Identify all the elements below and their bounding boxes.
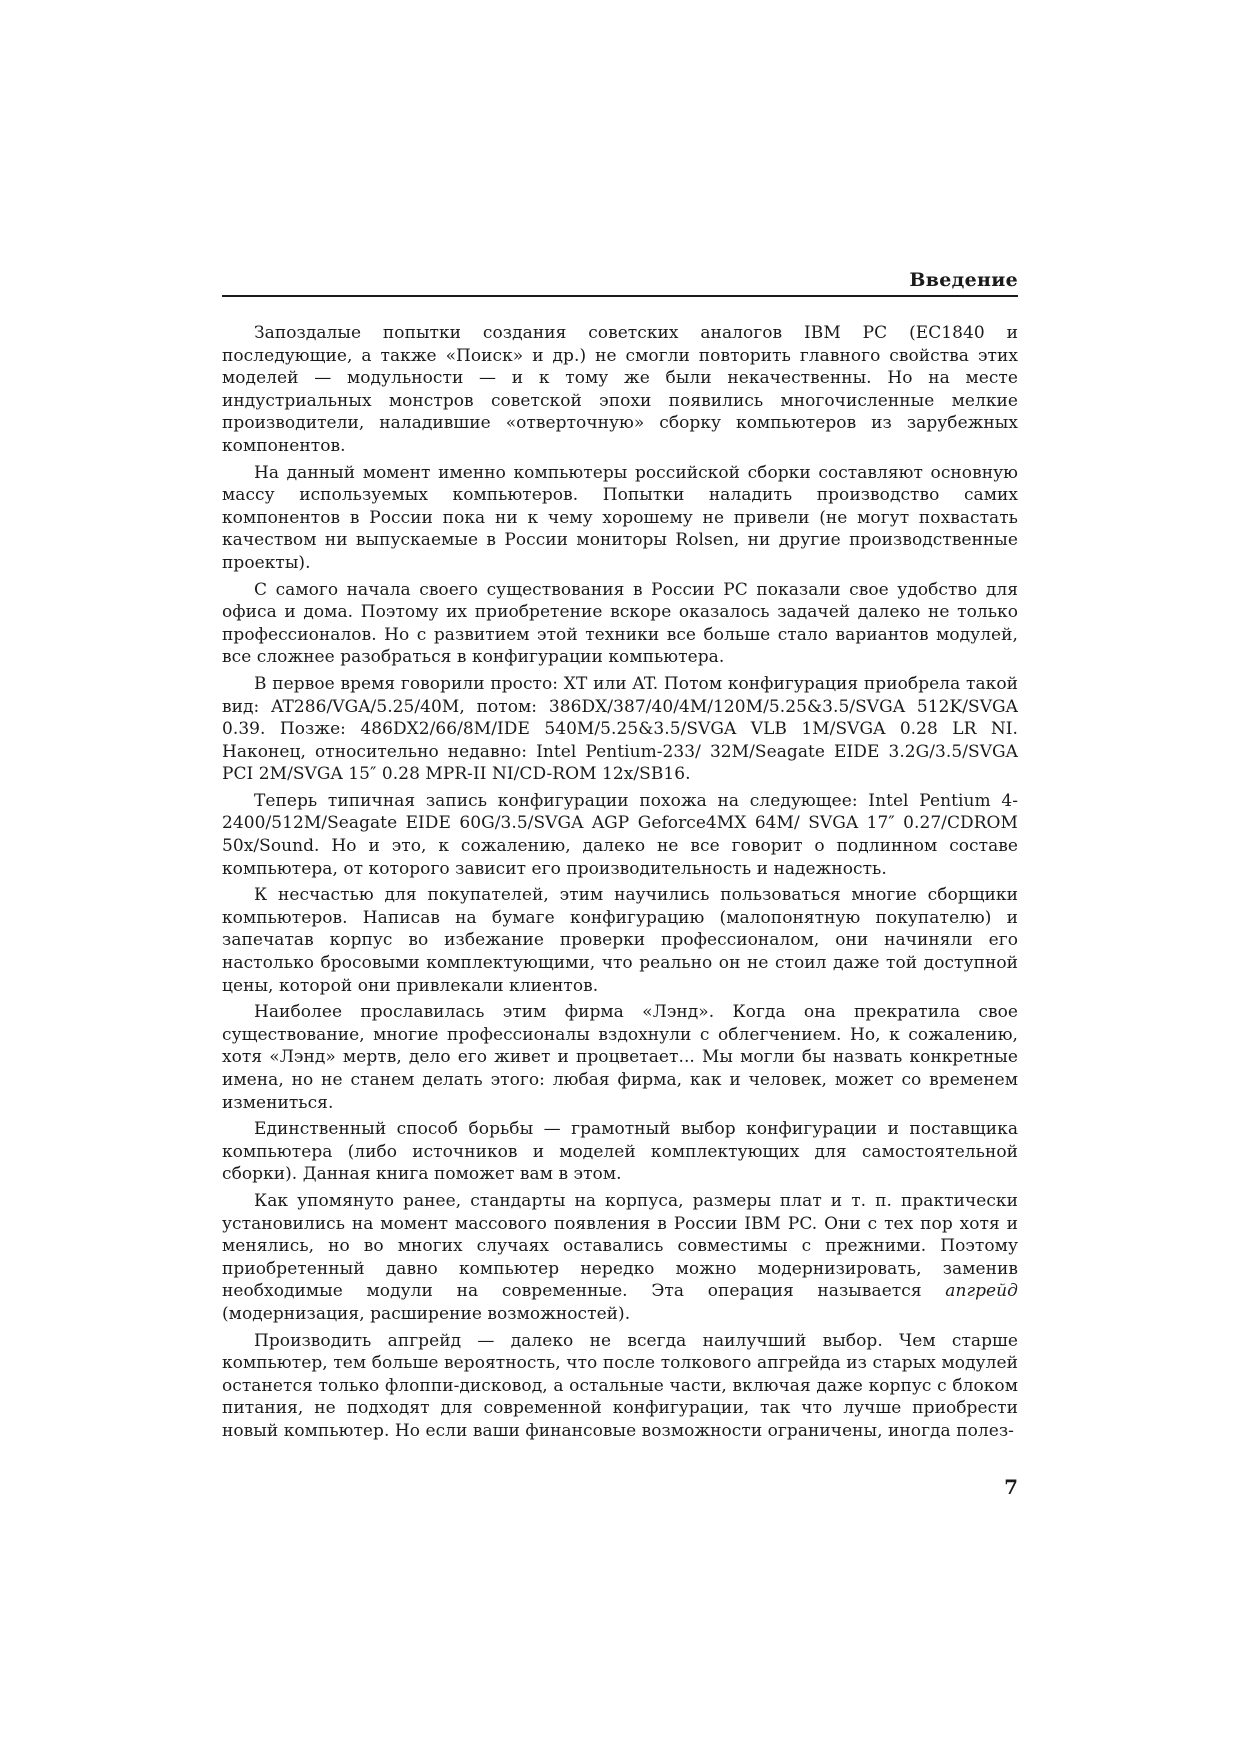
body-text: [222, 322, 1018, 1447]
paragraph-upgrade: [222, 1190, 1018, 1326]
running-head-title: Введение: [909, 269, 1018, 291]
paragraph: В первое время говорили просто: XT или AT. Потом конфигурация приобрела такой вид: AT286/VGA/5.25/40M, потом: 386DX/387/40/4M/120M/5.25&3.5/SVGA 512K/SVGA 0.39. Позже: 486DX2/66/8M/IDE 540M/5.25&3.5/SVGA VLB 1M/SVGA 0.28 LR NI. Наконец, относительно недавно: Intel Pentium-233/ 32M/Seagate EIDE 3.2G/3.5/SVGA PCI 2M/SVGA 15″ 0.28 MPR-II NI/CD-ROM 12x/SB16.: [222, 673, 1018, 785]
paragraph: Наиболее прославилась этим фирма «Лэнд». Когда она прекратила свое существование, многие профессионалы вздохнули с облегчением. Но, к сожалению, хотя «Лэнд» мертв, дело его живет и процветает... Мы могли бы назвать конкретные имена, но не станем делать этого: любая фирма, как и человек, может со временем измениться.: [222, 1002, 1018, 1113]
paragraph-upgrade-after: (модернизация, расширение возможностей).: [222, 1303, 631, 1324]
paragraph: Единственный способ борьбы — грамотный выбор конфигурации и поставщика компьютера (либо источников и моделей комплектующих для самостоятельной сборки). Данная книга поможет вам в этом.: [222, 1119, 1018, 1185]
paragraph: Запоздалые попытки создания советских аналогов IBM PC (ЕС1840 и последующие, а также «Поиск» и др.) не смогли повторить главного свойства этих моделей — модульности — и к тому же были некачественны. Но на месте индустриальных монстров советской эпохи появились многочисленные мелкие производители, наладившие «отверточную» сборку компьютеров из зарубежных компонентов.: [222, 323, 1018, 456]
page-number: 7: [1004, 1475, 1018, 1499]
paragraph: С самого начала своего существования в России PC показали свое удобство для офиса и дома. Поэтому их приобретение вскоре оказалось задачей далеко не только профессионалов. Но с развитием этой техники все больше стало вариантов модулей, все сложнее разобраться в конфигурации компьютера.: [222, 579, 1018, 668]
paragraph: Производить апгрейд — далеко не всегда наилучший выбор. Чем старше компьютер, тем больше вероятность, что после толкового апгрейда из старых модулей останется только флоппи-дисковод, а остальные части, включая даже корпус с блоком питания, не подходят для современной конфигурации, так что лучше приобрести новый компьютер. Но если ваши финансовые возможности ограничены, иногда полез-: [222, 1330, 1018, 1441]
running-head: [222, 265, 1018, 297]
paragraph: Теперь типичная запись конфигурации похожа на следующее: Intel Pentium 4-2400/512M/Seagate EIDE 60G/3.5/SVGA AGP Geforce4MX 64M/ SVGA 17″ 0.27/CDROM 50x/Sound. Но и это, к сожалению, далеко не все говорит о подлинном составе компьютера, от которого зависит его производительность и надежность.: [222, 790, 1018, 879]
paragraph: На данный момент именно компьютеры российской сборки составляют основную массу используемых компьютеров. Попытки наладить производство самих компонентов в России пока ни к чему хорошему не привели (не могут похвастать качеством ни выпускаемые в России мониторы Rolsen, ни другие производственные проекты).: [222, 462, 1018, 573]
term-upgrade: апгрейд: [945, 1281, 1018, 1302]
paragraph: К несчастью для покупателей, этим научились пользоваться многие сборщики компьютеров. Написав на бумаге конфигурацию (малопонятную покупателю) и запечатав корпус во избежание проверки профессионалом, они начиняли его настолько бросовыми комплектующими, что реально он не стоил даже той доступной цены, которой они привлекали клиентов.: [222, 885, 1018, 996]
paragraph-upgrade-before: Как упомянуто ранее, стандарты на корпуса, размеры плат и т. п. практически установились на момент массового появления в России IBM PC. Они с тех пор хотя и менялись, но во многих случаях оставались совместимы с прежними. Поэтому приобретенный давно компьютер нередко можно модернизировать, заменив необходимые модули на современные. Эта операция называется: [222, 1190, 1018, 1302]
